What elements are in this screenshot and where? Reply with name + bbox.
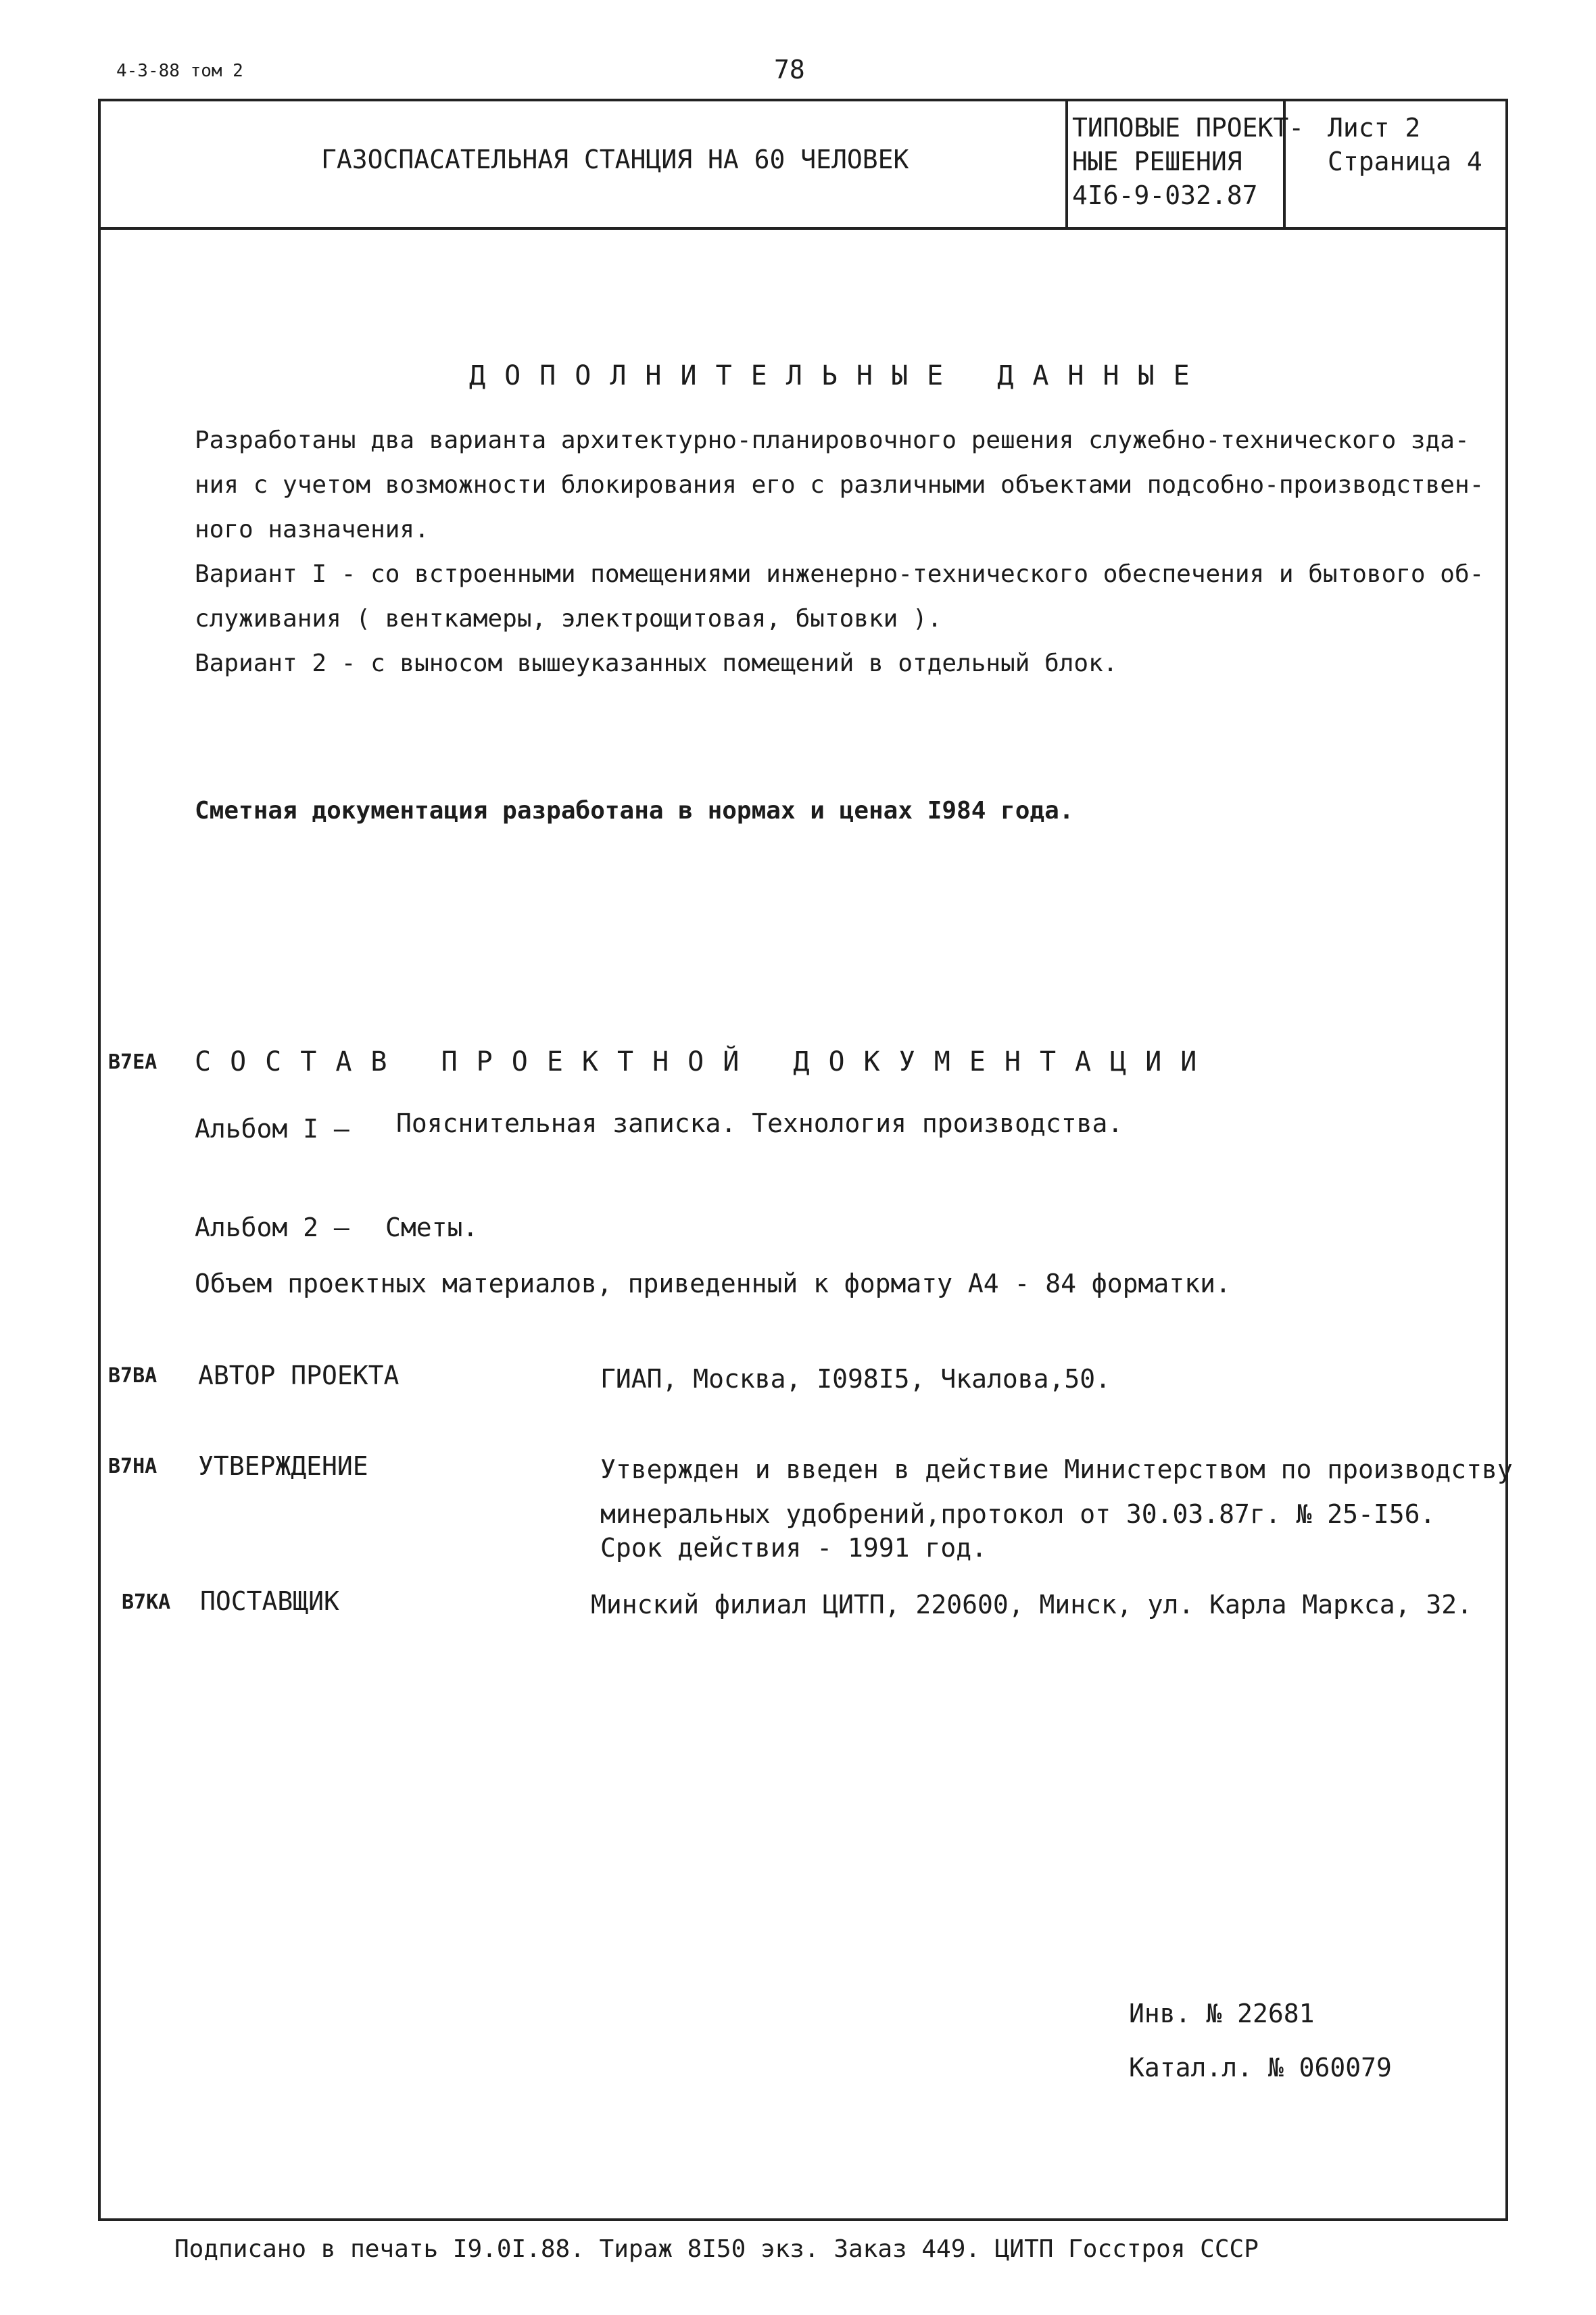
print-imprint: Подписано в печать I9.0I.88. Тираж 8I50 экз. Заказ 449. ЦИТП Госстроя СССР (174, 2235, 1259, 2263)
additional-line-1: Разработаны два варианта архитектурно-планировочного решения служебно-технического зда- (195, 427, 1470, 454)
album-2-text: Сметы. (385, 1213, 479, 1242)
page-frame (98, 99, 1508, 2221)
additional-line-5: служивания ( венткамеры, электрощитовая, бытовки ). (195, 605, 942, 633)
approval-line-3: Срок действия - 1991 год. (600, 1533, 987, 1563)
series-line-2: НЫЕ РЕШЕНИЯ (1072, 147, 1242, 176)
additional-line-2: ния с учетом возможности блокирования его с различными объектами подсобно-производствен- (195, 471, 1484, 499)
catalog-number: Катал.л. № 060079 (1129, 2053, 1392, 2082)
additional-line-6: Вариант 2 - с выносом вышеуказанных помещений в отдельный блок. (195, 650, 1118, 677)
approval-line-1: Утвержден и введен в действие Министерством по производству (600, 1455, 1513, 1484)
additional-data-heading: ДОПОЛНИТЕЛЬНЫЕ ДАННЫЕ (469, 360, 1209, 391)
volume-note: Объем проектных материалов, приведенный к формату А4 - 84 форматки. (195, 1269, 1231, 1298)
album-1-label: Альбом I — (195, 1114, 349, 1144)
author-value: ГИАП, Москва, I098I5, Чкалова,50. (600, 1364, 1111, 1394)
estimate-note: Сметная документация разработана в нормах и ценах I984 года. (195, 797, 1074, 825)
approval-code: В7НА (108, 1455, 158, 1478)
supplier-code: В7КА (122, 1590, 171, 1614)
document-title: ГАЗОСПАСАТЕЛЬНАЯ СТАНЦИЯ НА 60 ЧЕЛОВЕК (321, 145, 909, 174)
header-divider-v1 (1065, 99, 1068, 230)
supplier-value: Минский филиал ЦИТП, 220600, Минск, ул. Карла Маркса, 32. (591, 1590, 1473, 1619)
composition-heading: СОСТАВ ПРОЕКТНОЙ ДОКУМЕНТАЦИИ (195, 1046, 1216, 1077)
author-code: В7ВА (108, 1364, 158, 1388)
sheet-label: Лист 2 (1328, 113, 1421, 143)
approval-label: УТВЕРЖДЕНИЕ (198, 1451, 368, 1481)
volume-marker: 4-3-88 том 2 (116, 61, 243, 81)
inventory-number: Инв. № 22681 (1129, 1999, 1315, 2028)
additional-line-4: Вариант I - со встроенными помещениями инженерно-технического обеспечения и бытового об- (195, 560, 1484, 588)
page-number: 78 (774, 55, 805, 84)
page-label: Страница 4 (1328, 147, 1482, 176)
approval-line-2: минеральных удобрений,протокол от 30.03.87г. № 25-I56. (600, 1499, 1436, 1529)
supplier-label: ПОСТАВЩИК (200, 1586, 339, 1616)
series-line-1: ТИПОВЫЕ ПРОЕКТ- (1072, 113, 1305, 143)
header-divider (98, 227, 1508, 230)
composition-code: В7ЕА (108, 1050, 158, 1074)
author-label: АВТОР ПРОЕКТА (198, 1361, 400, 1390)
additional-line-3: ного назначения. (195, 516, 429, 543)
album-1-text: Пояснительная записка. Технология производства. (396, 1108, 1123, 1138)
album-2-label: Альбом 2 — (195, 1213, 349, 1242)
series-code: 4I6-9-032.87 (1072, 180, 1258, 210)
